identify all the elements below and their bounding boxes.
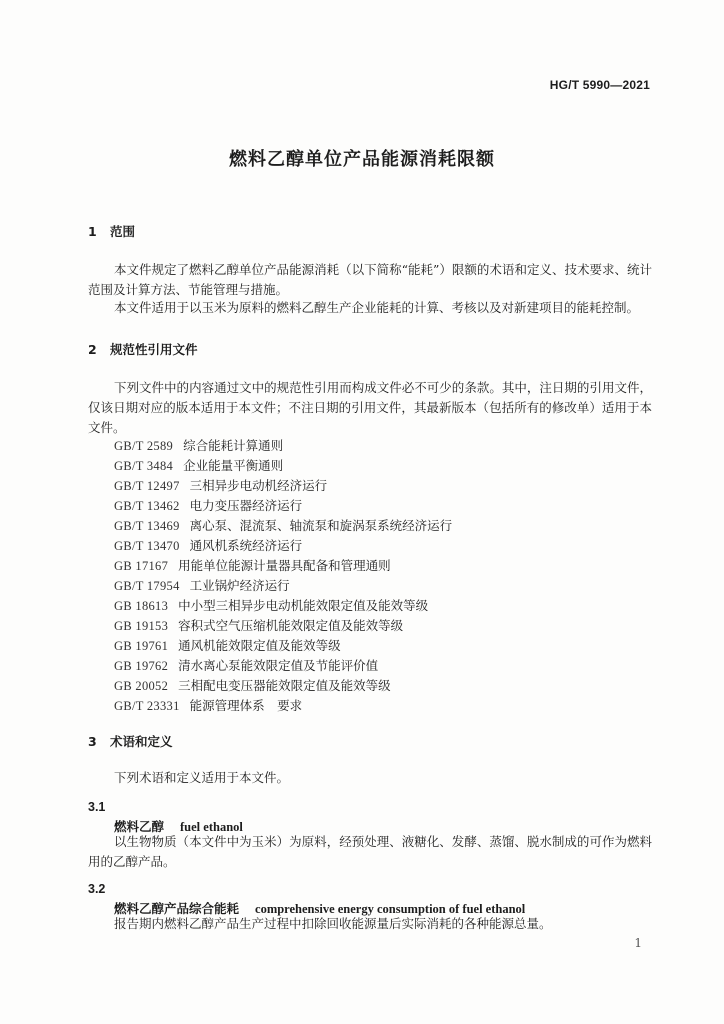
reference-item (114, 476, 327, 494)
term-definition: 报告期内燃料乙醇产品生产过程中扣除回收能源量后实际消耗的各种能源总量。 (114, 916, 552, 931)
reference-item (114, 676, 391, 694)
term-chinese: 燃料乙醇 (114, 819, 165, 834)
reference-name: 三相配电变压器能效限定值及能效等级 (178, 678, 391, 693)
term-number: 3.2 (88, 882, 106, 896)
reference-item (114, 696, 302, 714)
reference-name: 中小型三相异步电动机能效限定值及能效等级 (178, 598, 429, 613)
section-number: 1 (88, 224, 97, 239)
reference-item (114, 636, 341, 654)
reference-name: 用能单位能源计量器具配备和管理通则 (178, 558, 391, 573)
reference-name: 通风机系统经济运行 (189, 538, 303, 553)
standard-code: HG/T 5990—2021 (549, 78, 650, 92)
reference-code: GB/T 13462 (114, 499, 180, 513)
reference-code: GB/T 12497 (114, 479, 180, 493)
reference-code: GB 19762 (114, 659, 169, 673)
reference-name: 通风机能效限定值及能效等级 (178, 638, 341, 653)
reference-code: GB/T 13470 (114, 539, 180, 553)
reference-item (114, 516, 452, 534)
reference-name: 企业能量平衡通则 (183, 458, 284, 473)
reference-item (114, 656, 378, 674)
section-title: 规范性引用文件 (110, 342, 198, 357)
reference-code: GB/T 3484 (114, 459, 174, 473)
section-2-heading (88, 340, 198, 358)
reference-name: 离心泵、混流泵、轴流泵和旋涡泵系统经济运行 (189, 518, 453, 533)
document-title: 燃料乙醇单位产品能源消耗限额 (229, 149, 495, 170)
reference-item (114, 576, 290, 594)
reference-code: GB 17167 (114, 559, 169, 573)
section-number: 2 (88, 342, 97, 357)
reference-code: GB/T 13469 (114, 519, 180, 533)
reference-code: GB 19761 (114, 639, 169, 653)
term-english: fuel ethanol (180, 820, 243, 834)
reference-name: 工业锅炉经济运行 (189, 578, 290, 593)
section-title: 范围 (110, 224, 136, 239)
reference-code: GB/T 2589 (114, 439, 174, 453)
reference-name: 三相异步电动机经济运行 (189, 478, 328, 493)
reference-item (114, 616, 403, 634)
term-number: 3.1 (88, 800, 106, 814)
reference-code: GB 18613 (114, 599, 169, 613)
reference-code: GB 19153 (114, 619, 169, 633)
reference-item (114, 536, 302, 554)
section-number: 3 (88, 734, 97, 749)
reference-code: GB/T 17954 (114, 579, 180, 593)
term-english: comprehensive energy consumption of fuel ethanol (255, 902, 526, 916)
section-1-heading (88, 222, 135, 240)
reference-item (114, 456, 283, 474)
reference-name: 综合能耗计算通则 (183, 438, 284, 453)
term-chinese: 燃料乙醇产品综合能耗 (114, 901, 240, 916)
reference-name: 清水离心泵能效限定值及节能评价值 (178, 658, 379, 673)
reference-name: 能源管理体系 要求 (189, 698, 303, 713)
page-number: 1 (634, 936, 642, 950)
reference-item (114, 556, 391, 574)
scope-paragraph-1: 本文件规定了燃料乙醇单位产品能源消耗（以下简称“能耗”）限额的术语和定义、技术要求、统计范围及计算方法、节能管理与措施。 (88, 262, 652, 297)
reference-name: 电力变压器经济运行 (189, 498, 303, 513)
scope-paragraph-2: 本文件适用于以玉米为原料的燃料乙醇生产企业能耗的计算、考核以及对新建项目的能耗控制。 (114, 300, 640, 315)
reference-code: GB/T 23331 (114, 699, 180, 713)
reference-item (114, 436, 283, 454)
reference-item (114, 496, 302, 514)
section-3-heading (88, 732, 173, 750)
reference-item (114, 596, 428, 614)
section-title: 术语和定义 (110, 734, 173, 749)
reference-code: GB 20052 (114, 679, 169, 693)
terms-intro: 下列术语和定义适用于本文件。 (114, 770, 290, 785)
term-definition: 以生物物质（本文件中为玉米）为原料，经预处理、液糖化、发酵、蒸馏、脱水制成的可作为燃料用的乙醇产品。 (88, 834, 652, 869)
normative-references-intro: 下列文件中的内容通过文中的规范性引用而构成文件必不可少的条款。其中，注日期的引用文件，仅该日期对应的版本适用于本文件；不注日期的引用文件，其最新版本（包括所有的修改单）适用于本文件。 (88, 380, 652, 435)
reference-name: 容积式空气压缩机能效限定值及能效等级 (178, 618, 404, 633)
